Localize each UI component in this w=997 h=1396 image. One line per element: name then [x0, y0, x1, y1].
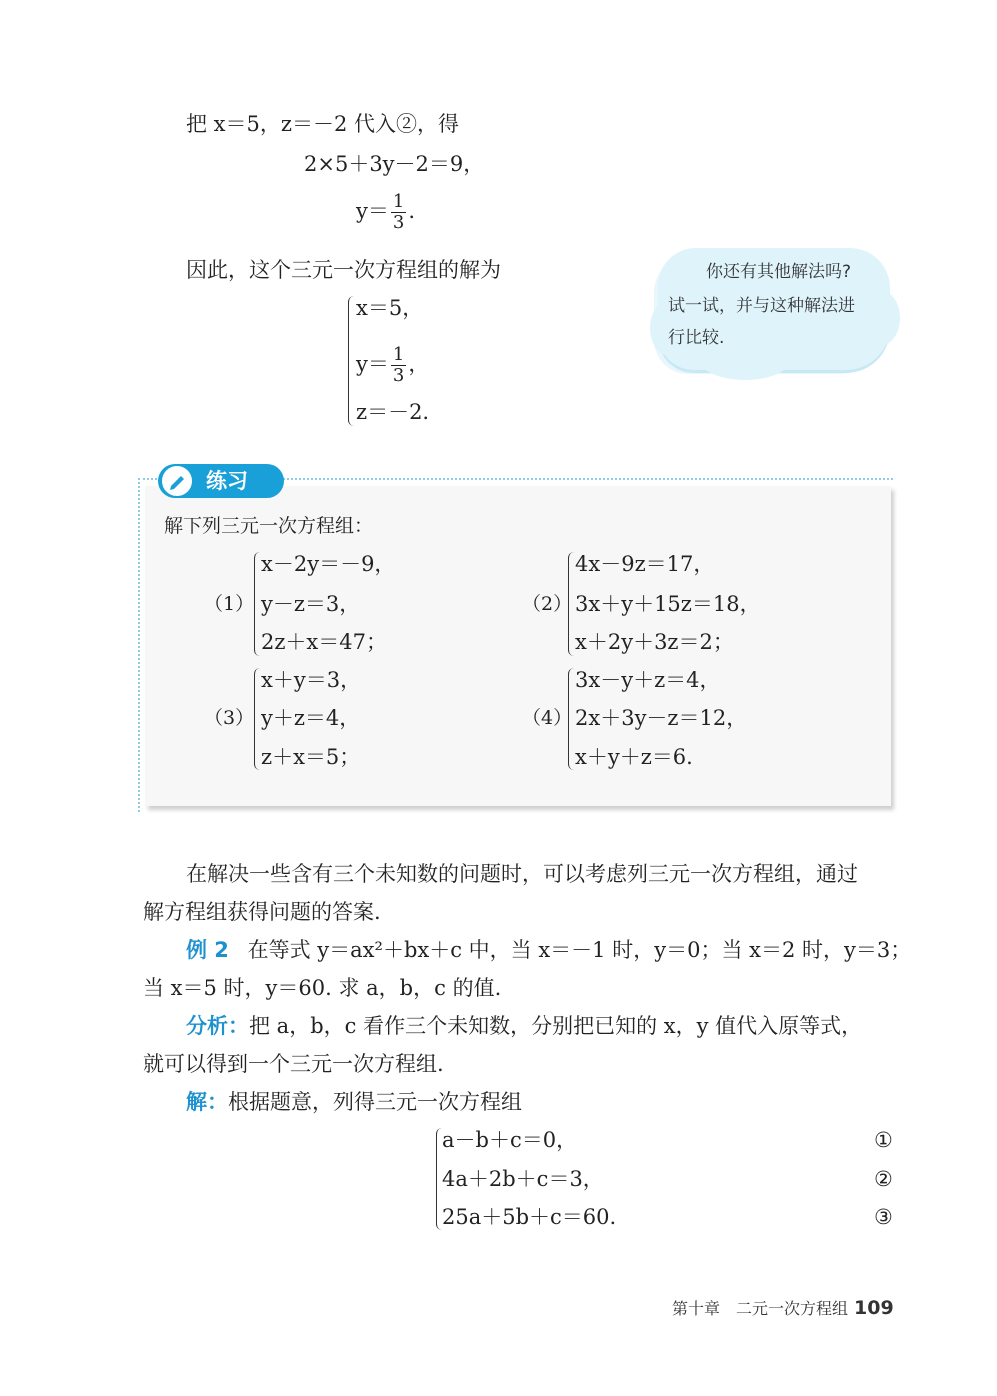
problem-1-eq-3: 2z＋x＝47；	[261, 630, 387, 654]
cloud-line-3: 行比较.	[668, 328, 725, 348]
analysis-label: 分析：	[186, 1014, 249, 1038]
analysis-line-2: 就可以得到一个三元一次方程组.	[143, 1052, 444, 1076]
page-number: 109	[854, 1297, 894, 1319]
equation-substituted: 2×5＋3y－2＝9，	[304, 152, 485, 176]
substitution-line: 把 x＝5，z＝－2 代入②，得	[186, 112, 459, 136]
chapter-title: 第十章 二元一次方程组	[672, 1299, 849, 1318]
problem-4-eq-3: x＋y＋z＝6.	[575, 745, 693, 769]
system-mark-2: ②	[874, 1167, 893, 1191]
fraction-one-third: $\frac{1}{3}$	[392, 191, 405, 233]
problem-4-eq-1: 3x－y＋z＝4，	[575, 668, 721, 692]
problem-4-eq-2: 2x＋3y－z＝12，	[575, 706, 748, 730]
example-2-line-2: 当 x＝5 时，y＝60. 求 a，b，c 的值.	[143, 976, 502, 1000]
problem-2-label: （2）	[522, 593, 573, 615]
example-2-line-1: 例 2 在等式 y＝ax²＋bx＋c 中，当 x＝－1 时，y＝0；当 x＝2 时，y＝3；	[186, 938, 912, 962]
system-mark-3: ③	[874, 1205, 893, 1229]
problem-1-brace	[254, 552, 261, 656]
example-label: 例 2	[186, 938, 229, 962]
analysis-line-1: 分析：把 a，b，c 看作三个未知数，分别把已知的 x，y 值代入原等式，	[186, 1014, 863, 1038]
y-equals: y＝	[356, 199, 389, 223]
problem-3-eq-1: x＋y＝3，	[261, 668, 362, 692]
problem-4-brace	[568, 668, 575, 770]
paragraph-1-line-1: 在解决一些含有三个未知数的问题时，可以考虑列三元一次方程组，通过	[186, 862, 858, 886]
system-eq-3: 25a＋5b＋c＝60.	[442, 1205, 617, 1229]
system-eq-1: a－b＋c＝0，	[442, 1128, 578, 1152]
solution-intro: 因此，这个三元一次方程组的解为	[186, 258, 501, 282]
cloud-bump-right	[860, 290, 900, 346]
solution-z: z＝－2.	[356, 400, 430, 424]
problem-4-label: （4）	[522, 707, 573, 729]
cloud-line-2: 试一试，并与这种解法进	[668, 296, 855, 316]
pencil-icon	[160, 464, 194, 498]
solution-label: 解：	[186, 1090, 228, 1114]
system-mark-1: ①	[874, 1128, 893, 1152]
problem-2-eq-1: 4x－9z＝17，	[575, 552, 715, 576]
system-eq-2: 4a＋2b＋c＝3，	[442, 1167, 604, 1191]
problem-2-eq-2: 3x＋y＋15z＝18，	[575, 592, 761, 616]
problem-3-label: （3）	[204, 707, 255, 729]
paragraph-1-line-2: 解方程组获得问题的答案.	[143, 900, 381, 924]
problem-3-eq-3: z＋x＝5；	[261, 745, 361, 769]
cloud-line-1: 你还有其他解法吗?	[706, 262, 852, 282]
problem-2-eq-3: x＋2y＋3z＝2；	[575, 630, 734, 654]
problem-2-brace	[568, 552, 575, 656]
fraction-one-third-solution: $\frac{1}{3}$	[392, 344, 405, 386]
problem-1-label: （1）	[204, 593, 255, 615]
problem-1-eq-1: x－2y＝－9，	[261, 552, 396, 576]
problem-1-eq-2: y－z＝3，	[261, 592, 361, 616]
practice-tab-label: 练习	[206, 469, 248, 493]
solution-x: x＝5，	[356, 296, 424, 320]
solution-y: y＝ $\frac{1}{3}$ ，	[356, 344, 430, 386]
equation-y-result: y＝ $\frac{1}{3}$ .	[356, 191, 416, 233]
practice-instruction: 解下列三元一次方程组：	[164, 515, 374, 537]
page-footer	[672, 1296, 894, 1321]
solution-line: 解：根据题意，列得三元一次方程组	[186, 1090, 522, 1114]
problem-3-brace	[254, 668, 261, 770]
problem-3-eq-2: y＋z＝4，	[261, 706, 361, 730]
